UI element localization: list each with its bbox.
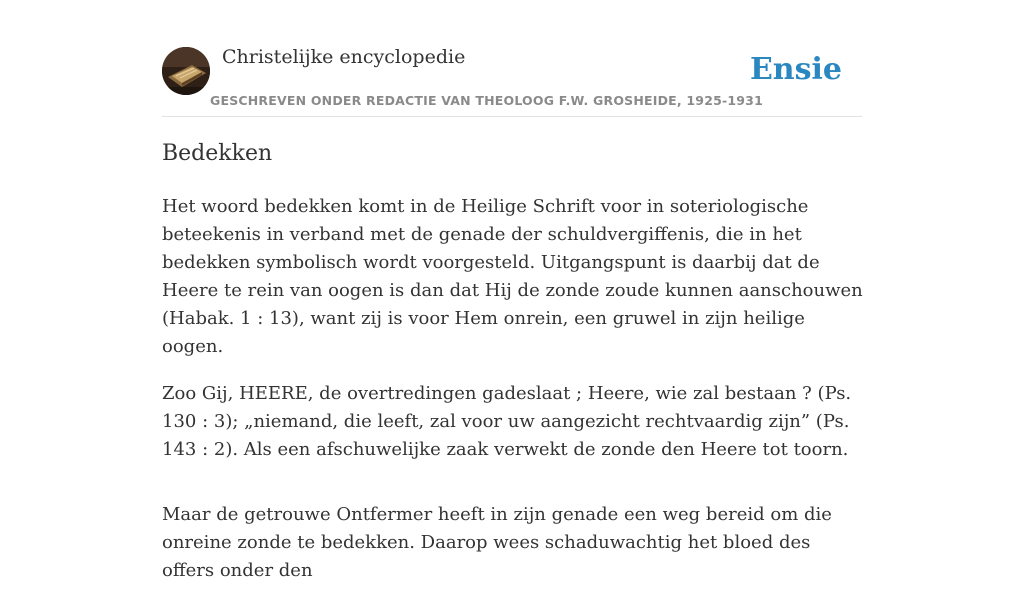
page — [162, 0, 863, 581]
site-header — [162, 0, 862, 117]
article-body — [162, 193, 864, 604]
encyclopedia-avatar-icon[interactable] — [162, 47, 210, 95]
site-subtitle: GESCHREVEN ONDER REDACTIE VAN THEOLOOG F.W. GROSHEIDE, 1925-1931 — [210, 93, 763, 108]
brand-logo-link[interactable]: Ensie — [749, 52, 842, 87]
site-title[interactable]: Christelijke encyclopedie — [222, 46, 466, 68]
article-paragraph: Het woord bedekken komt in de Heilige Schrift voor in soteriologische beteekenis in verband met de genade der schuldvergiffenis, die in het bedekken symbolisch wordt voorgesteld. Uitgangspunt is daarbij dat de Heere te rein van oogen is dan dat Hij de zonde zoude kunnen aanschouwen (Habak. 1 : 13), want zij is voor Hem onrein, een gruwel in zijn heilige oogen. — [162, 196, 863, 357]
article-paragraph: Zoo Gij, HEERE, de overtredingen gadeslaat ; Heere, wie zal bestaan ? (Ps. 130 : 3); „niemand, die leeft, zal voor uw aangezicht rechtvaardig zijn” (Ps. 143 : 2). Als een afschuwelijke zaak verwekt de zonde den Heere tot toorn. — [162, 383, 852, 460]
article-title: Bedekken — [162, 141, 273, 166]
article-paragraph: Maar de getrouwe Ontfermer heeft in zijn genade een weg bereid om die onreine zonde te bedekken. Daarop wees schaduwachtig het bloed des offers onder den — [162, 504, 832, 581]
